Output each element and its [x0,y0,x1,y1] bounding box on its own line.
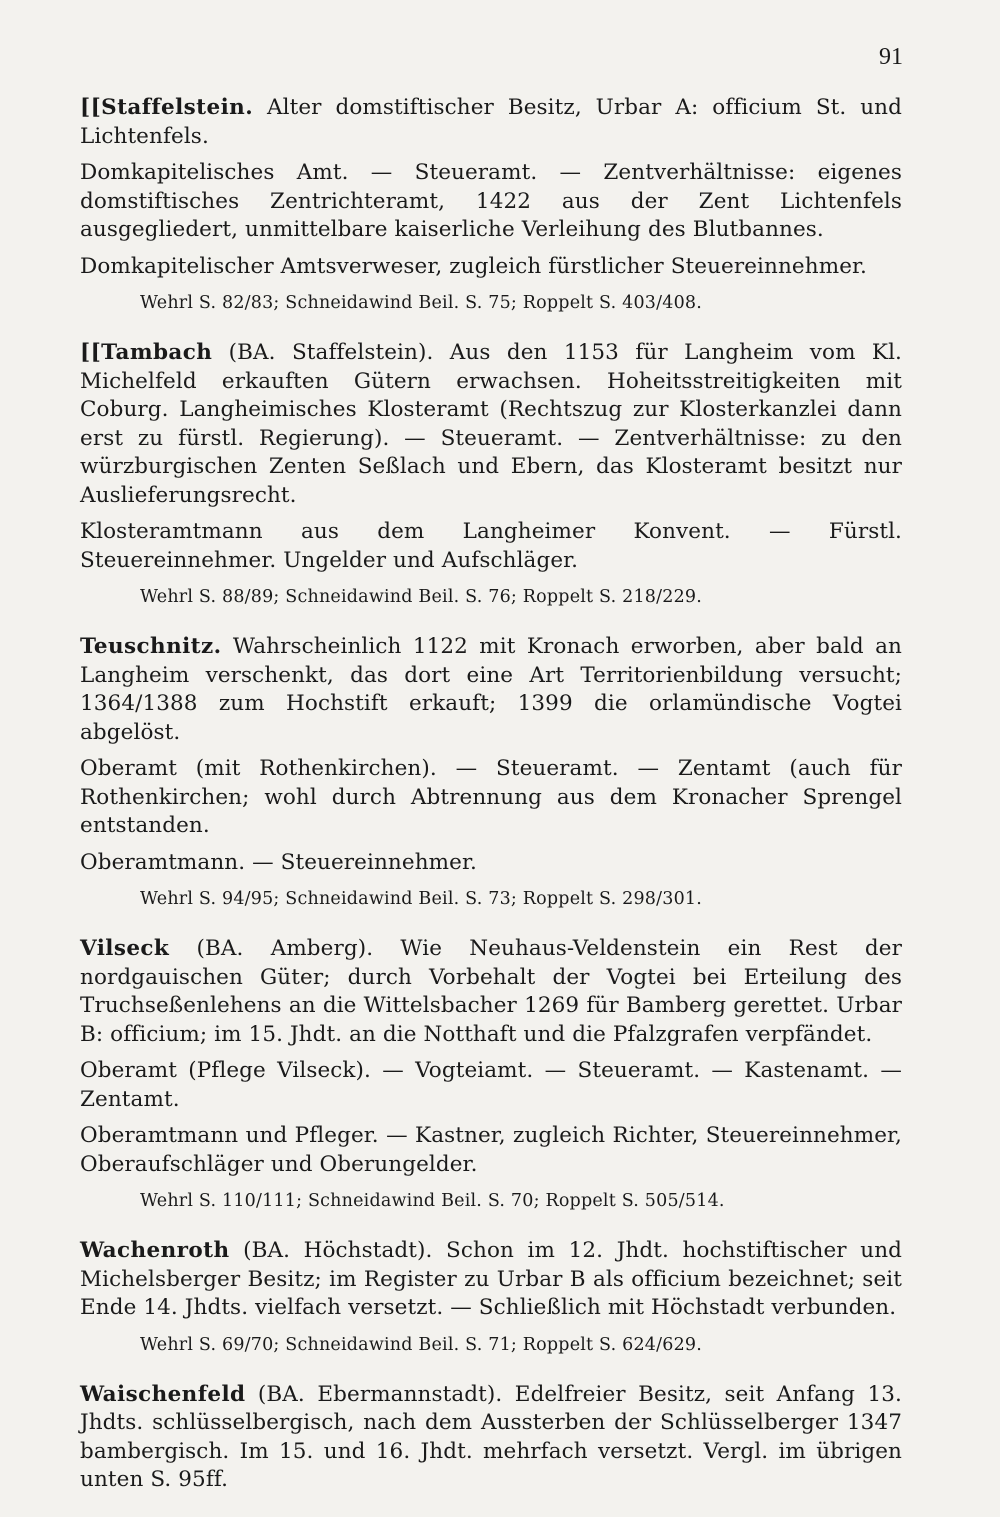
entry-waischenfeld [80,1381,902,1495]
entry-intro [80,935,902,1049]
entry-text: (BA. Ebermannstadt). Edelfreier Besitz, seit Anfang 13. Jhdts. schlüsselbergisch, nach dem Aussterben der Schlüsselberger 1347 bambergisch. Im 15. und 16. Jhdt. mehrfach versetzt. Vergl. im übrigen unten S. 95ff. [80,1381,902,1492]
entry-heading: Vilseck [80,936,170,961]
entry-heading: [[Tambach [80,340,213,365]
text-column [80,94,902,1503]
entry-offices: Oberamt (mit Rothenkirchen). — Steueramt. — Zentamt (auch für Rothenkirchen; wohl durch Abtrennung aus dem Kronacher Sprengel entstanden. [80,756,902,838]
entry-references: Wehrl S. 69/70; Schneidawind Beil. S. 71; Roppelt S. 624/629. [140,1334,702,1355]
entry-offices: Domkapitelisches Amt. — Steueramt. — Zentverhältnisse: eigenes domstiftisches Zentrichteramt, 1422 aus der Zent Lichtenfels ausgegliedert, unmittelbare kaiserliche Verleihung des Blutbannes. [80,160,902,242]
entry-teuschnitz [80,633,902,911]
entry-officials: Klosteramtmann aus dem Langheimer Konvent. — Fürstl. Steuereinnehmer. Ungelder und Aufschläger. [80,519,902,573]
entry-intro [80,1381,902,1495]
entry-offices: Oberamt (Pflege Vilseck). — Vogteiamt. — Steueramt. — Kastenamt. — Zentamt. [80,1058,902,1112]
entry-heading: [[Staffelstein. [80,95,254,120]
entry-references: Wehrl S. 82/83; Schneidawind Beil. S. 75; Roppelt S. 403/408. [140,293,702,313]
entry-text: (BA. Staffelstein). Aus den 1153 für Langheim vom Kl. Michelfeld erkauften Gütern erwachsen. Hoheitsstreitigkeiten mit Coburg. Langheimisches Klosteramt (Rechtszug zur Klosterkanzlei dann erst zu fürstl. Regierung). — Steueramt. — Zentverhältnisse: zu den würzburgischen Zenten Seßlach und Ebern, das Klosteramt besitzt nur Auslieferungsrecht. [80,340,902,508]
entry-intro [80,339,902,510]
entry-text: Wahrscheinlich 1122 mit Kronach erworben, aber bald an Langheim verschenkt, das dort eine Art Territorienbildung versucht; 1364/1388 zum Hochstift erkauft; 1399 die orlamündische Vogtei abgelöst. [80,634,903,745]
entry-staffelstein [80,94,902,315]
entry-text: Alter domstiftischer Besitz, Urbar A: officium St. und Lichtenfels. [80,95,902,149]
entry-heading: Waischenfeld [80,1381,246,1407]
entry-heading: Teuschnitz. [80,634,222,659]
entry-references: Wehrl S. 94/95; Schneidawind Beil. S. 73; Roppelt S. 298/301. [140,889,702,909]
entry-intro [80,1237,902,1323]
entry-references: Wehrl S. 88/89; Schneidawind Beil. S. 76; Roppelt S. 218/229. [140,587,702,607]
entry-officials: Oberamtmann. — Steuereinnehmer. [80,849,477,875]
entry-references: Wehrl S. 110/111; Schneidawind Beil. S. 70; Roppelt S. 505/514. [140,1191,725,1211]
entry-officials: Domkapitelischer Amtsverweser, zugleich fürstlicher Steuereinnehmer. [80,253,867,279]
entry-text: (BA. Amberg). Wie Neuhaus-Veldenstein ein Rest der nordgauischen Güter; durch Vorbehalt der Vogtei bei Erteilung des Truchseßenlehens an die Wittelsbacher 1269 für Bamberg gerettet. Urbar B: officium; im 15. Jhdt. an die Notthaft und die Pfalzgrafen verpfändet. [80,936,902,1047]
entry-tambach [80,339,902,609]
entry-heading: Wachenroth [80,1238,230,1263]
entry-officials: Oberamtmann und Pfleger. — Kastner, zugleich Richter, Steuereinnehmer, Oberaufschläger und Oberungelder. [80,1123,902,1177]
entry-text: (BA. Höchstadt). Schon im 12. Jhdt. hochstiftischer und Michelsberger Besitz; im Register zu Urbar B als officium bezeichnet; seit Ende 14. Jhdts. vielfach versetzt. — Schließlich mit Höchstadt verbunden. [80,1238,903,1320]
page-number: 91 [879,44,903,70]
entry-wachenroth [80,1237,902,1357]
entry-intro [80,94,902,151]
entry-intro [80,633,902,747]
entry-vilseck [80,935,902,1213]
